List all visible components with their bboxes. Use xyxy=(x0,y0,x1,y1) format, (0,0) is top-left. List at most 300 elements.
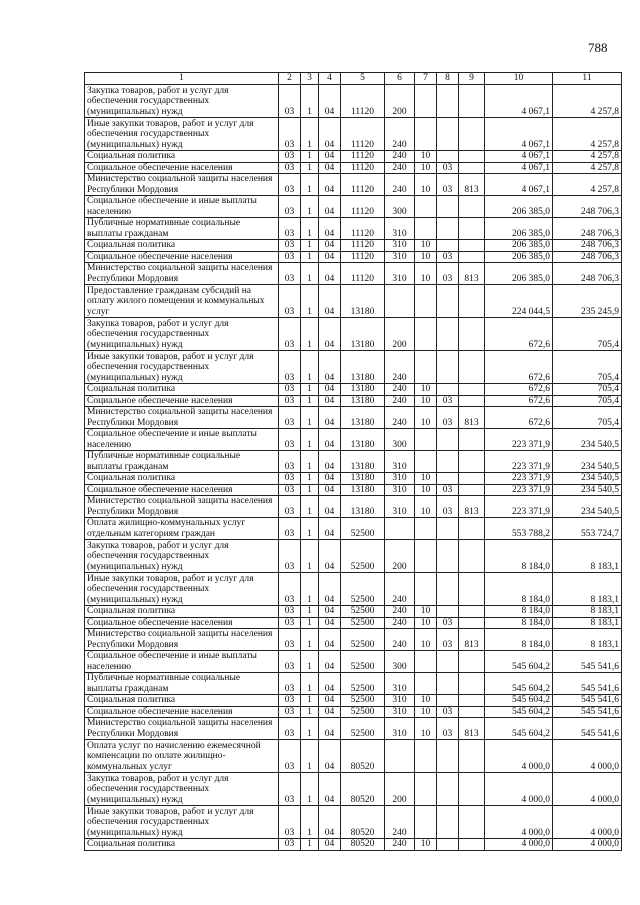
table-row xyxy=(85,806,622,839)
amount-cell: 4 257,8 xyxy=(553,162,622,174)
code-cell: 52500 xyxy=(341,606,385,618)
code-cell: 1 xyxy=(301,395,319,407)
code-cell: 11120 xyxy=(341,196,385,218)
code-cell: 04 xyxy=(319,384,341,396)
code-cell: 04 xyxy=(319,496,341,518)
code-cell xyxy=(459,695,485,707)
code-cell: 11120 xyxy=(341,151,385,163)
code-cell: 03 xyxy=(279,263,301,285)
row-name-cell: Социальное обеспечение населения xyxy=(85,162,279,174)
code-cell: 03 xyxy=(279,839,301,851)
amount-cell: 4 000,0 xyxy=(553,773,622,806)
amount-cell: 8 183,1 xyxy=(553,540,622,573)
row-name-cell: Закупка товаров, работ и услуг для обеспечения государственных (муниципальных) нужд xyxy=(85,540,279,573)
amount-cell: 206 385,0 xyxy=(485,263,553,285)
code-cell xyxy=(437,451,459,473)
amount-cell: 234 540,5 xyxy=(553,473,622,485)
row-name-cell: Министерство социальной защиты населения Республики Мордовия xyxy=(85,263,279,285)
amount-cell: 553 788,2 xyxy=(485,518,553,540)
row-name-cell: Социальная политика xyxy=(85,151,279,163)
amount-cell: 545 541,6 xyxy=(553,695,622,707)
code-cell: 03 xyxy=(279,429,301,451)
code-cell: 03 xyxy=(279,451,301,473)
code-cell: 04 xyxy=(319,573,341,606)
code-cell: 200 xyxy=(385,773,415,806)
code-cell: 13180 xyxy=(341,451,385,473)
code-cell: 04 xyxy=(319,118,341,151)
code-cell: 80520 xyxy=(341,806,385,839)
code-cell: 52500 xyxy=(341,573,385,606)
amount-cell: 8 184,0 xyxy=(485,540,553,573)
code-cell: 52500 xyxy=(341,540,385,573)
code-cell: 1 xyxy=(301,318,319,351)
code-cell: 11120 xyxy=(341,251,385,263)
code-cell: 03 xyxy=(279,740,301,773)
code-cell: 10 xyxy=(415,484,437,496)
code-cell: 03 xyxy=(279,718,301,740)
code-cell: 04 xyxy=(319,285,341,318)
code-cell: 04 xyxy=(319,407,341,429)
table-row xyxy=(85,718,622,740)
row-name-cell: Социальное обеспечение и иные выплаты населению xyxy=(85,429,279,451)
code-cell: 03 xyxy=(279,218,301,240)
amount-cell: 223 371,9 xyxy=(485,473,553,485)
code-cell: 04 xyxy=(319,451,341,473)
code-cell xyxy=(459,318,485,351)
code-cell: 1 xyxy=(301,285,319,318)
code-cell xyxy=(437,773,459,806)
code-cell: 04 xyxy=(319,240,341,252)
amount-cell: 553 724,7 xyxy=(553,518,622,540)
code-cell: 52500 xyxy=(341,706,385,718)
amount-cell: 206 385,0 xyxy=(485,196,553,218)
table-row xyxy=(85,740,622,773)
code-cell: 240 xyxy=(385,174,415,196)
row-name-cell: Министерство социальной защиты населения Республики Мордовия xyxy=(85,718,279,740)
amount-cell: 672,6 xyxy=(485,395,553,407)
code-cell: 04 xyxy=(319,196,341,218)
amount-cell: 545 604,2 xyxy=(485,673,553,695)
code-cell xyxy=(415,351,437,384)
code-cell: 11120 xyxy=(341,174,385,196)
code-cell: 13180 xyxy=(341,351,385,384)
row-name-cell: Социальное обеспечение и иные выплаты населению xyxy=(85,196,279,218)
code-cell: 13180 xyxy=(341,395,385,407)
amount-cell: 224 044,5 xyxy=(485,285,553,318)
code-cell: 1 xyxy=(301,651,319,673)
code-cell: 04 xyxy=(319,251,341,263)
code-cell: 1 xyxy=(301,496,319,518)
amount-cell: 8 184,0 xyxy=(485,629,553,651)
row-name-cell: Закупка товаров, работ и услуг для обеспечения государственных (муниципальных) нужд xyxy=(85,318,279,351)
code-cell: 03 xyxy=(279,151,301,163)
code-cell: 03 xyxy=(279,118,301,151)
code-cell xyxy=(385,740,415,773)
code-cell: 240 xyxy=(385,395,415,407)
code-cell: 310 xyxy=(385,695,415,707)
code-cell xyxy=(437,740,459,773)
code-cell xyxy=(459,839,485,851)
code-cell: 04 xyxy=(319,151,341,163)
code-cell xyxy=(459,540,485,573)
code-cell xyxy=(437,473,459,485)
code-cell: 310 xyxy=(385,451,415,473)
code-cell: 04 xyxy=(319,629,341,651)
code-cell xyxy=(437,196,459,218)
table-header-row xyxy=(85,73,622,85)
column-header-3: 3 xyxy=(301,73,319,85)
table-row xyxy=(85,318,622,351)
amount-cell: 248 706,3 xyxy=(553,196,622,218)
table-row xyxy=(85,473,622,485)
row-name-cell: Предоставление гражданам субсидий на оплату жилого помещения и коммунальных услуг xyxy=(85,285,279,318)
code-cell xyxy=(437,606,459,618)
table-row xyxy=(85,351,622,384)
code-cell: 03 xyxy=(279,395,301,407)
code-cell: 80520 xyxy=(341,773,385,806)
table-row xyxy=(85,240,622,252)
code-cell: 1 xyxy=(301,85,319,118)
amount-cell: 705,4 xyxy=(553,351,622,384)
code-cell: 1 xyxy=(301,251,319,263)
code-cell: 52500 xyxy=(341,617,385,629)
row-name-cell: Иные закупки товаров, работ и услуг для обеспечения государственных (муниципальных) нужд xyxy=(85,351,279,384)
code-cell: 813 xyxy=(459,174,485,196)
amount-cell: 234 540,5 xyxy=(553,429,622,451)
code-cell: 813 xyxy=(459,629,485,651)
code-cell: 813 xyxy=(459,263,485,285)
amount-cell: 4 067,1 xyxy=(485,118,553,151)
code-cell: 813 xyxy=(459,407,485,429)
code-cell: 52500 xyxy=(341,718,385,740)
code-cell: 1 xyxy=(301,806,319,839)
code-cell: 1 xyxy=(301,773,319,806)
code-cell: 03 xyxy=(279,617,301,629)
column-header-5: 5 xyxy=(341,73,385,85)
table-row xyxy=(85,629,622,651)
code-cell xyxy=(459,118,485,151)
code-cell: 03 xyxy=(279,706,301,718)
code-cell: 03 xyxy=(279,695,301,707)
code-cell: 310 xyxy=(385,251,415,263)
code-cell: 04 xyxy=(319,673,341,695)
code-cell xyxy=(437,351,459,384)
code-cell xyxy=(459,251,485,263)
code-cell xyxy=(459,473,485,485)
code-cell xyxy=(459,395,485,407)
code-cell xyxy=(437,673,459,695)
table-row xyxy=(85,484,622,496)
code-cell xyxy=(415,540,437,573)
table-row xyxy=(85,518,622,540)
code-cell: 03 xyxy=(279,806,301,839)
code-cell: 52500 xyxy=(341,695,385,707)
code-cell: 1 xyxy=(301,573,319,606)
amount-cell: 4 000,0 xyxy=(553,806,622,839)
code-cell: 1 xyxy=(301,706,319,718)
code-cell: 13180 xyxy=(341,429,385,451)
amount-cell: 672,6 xyxy=(485,407,553,429)
code-cell xyxy=(459,218,485,240)
code-cell xyxy=(459,606,485,618)
row-name-cell: Министерство социальной защиты населения Республики Мордовия xyxy=(85,629,279,651)
code-cell xyxy=(459,429,485,451)
code-cell xyxy=(459,673,485,695)
code-cell: 03 xyxy=(279,606,301,618)
code-cell xyxy=(459,706,485,718)
code-cell: 1 xyxy=(301,196,319,218)
code-cell xyxy=(415,573,437,606)
table-row xyxy=(85,606,622,618)
amount-cell: 223 371,9 xyxy=(485,429,553,451)
code-cell xyxy=(415,518,437,540)
code-cell: 240 xyxy=(385,629,415,651)
code-cell xyxy=(415,285,437,318)
code-cell xyxy=(415,429,437,451)
code-cell: 03 xyxy=(279,251,301,263)
code-cell xyxy=(437,151,459,163)
code-cell xyxy=(437,85,459,118)
code-cell xyxy=(459,484,485,496)
row-name-cell: Закупка товаров, работ и услуг для обеспечения государственных (муниципальных) нужд xyxy=(85,85,279,118)
code-cell: 03 xyxy=(279,629,301,651)
code-cell: 13180 xyxy=(341,407,385,429)
amount-cell: 545 541,6 xyxy=(553,706,622,718)
code-cell: 04 xyxy=(319,85,341,118)
code-cell xyxy=(459,85,485,118)
code-cell: 03 xyxy=(279,351,301,384)
table-row xyxy=(85,263,622,285)
code-cell: 10 xyxy=(415,174,437,196)
column-header-1: 1 xyxy=(85,73,279,85)
amount-cell: 545 604,2 xyxy=(485,651,553,673)
table-row xyxy=(85,395,622,407)
code-cell: 03 xyxy=(279,773,301,806)
code-cell xyxy=(437,429,459,451)
row-name-cell: Социальное обеспечение населения xyxy=(85,617,279,629)
code-cell: 03 xyxy=(279,651,301,673)
amount-cell: 223 371,9 xyxy=(485,496,553,518)
code-cell: 10 xyxy=(415,718,437,740)
code-cell: 1 xyxy=(301,118,319,151)
amount-cell: 705,4 xyxy=(553,384,622,396)
code-cell xyxy=(415,806,437,839)
code-cell xyxy=(437,240,459,252)
table-row xyxy=(85,285,622,318)
code-cell: 03 xyxy=(279,484,301,496)
row-name-cell: Министерство социальной защиты населения Республики Мордовия xyxy=(85,174,279,196)
row-name-cell: Социальная политика xyxy=(85,606,279,618)
code-cell: 04 xyxy=(319,839,341,851)
row-name-cell: Социальная политика xyxy=(85,240,279,252)
code-cell: 240 xyxy=(385,351,415,384)
amount-cell: 8 184,0 xyxy=(485,573,553,606)
table-row xyxy=(85,429,622,451)
code-cell: 200 xyxy=(385,540,415,573)
code-cell: 03 xyxy=(279,518,301,540)
code-cell: 52500 xyxy=(341,651,385,673)
code-cell: 300 xyxy=(385,429,415,451)
code-cell: 1 xyxy=(301,240,319,252)
code-cell: 52500 xyxy=(341,673,385,695)
amount-cell: 8 183,1 xyxy=(553,617,622,629)
code-cell: 1 xyxy=(301,407,319,429)
code-cell: 11120 xyxy=(341,218,385,240)
code-cell: 03 xyxy=(437,174,459,196)
table-row xyxy=(85,773,622,806)
code-cell xyxy=(459,162,485,174)
code-cell: 03 xyxy=(279,473,301,485)
code-cell xyxy=(437,518,459,540)
page-number: 788 xyxy=(588,40,608,55)
code-cell: 03 xyxy=(279,162,301,174)
code-cell: 240 xyxy=(385,839,415,851)
amount-cell: 4 000,0 xyxy=(485,839,553,851)
code-cell: 10 xyxy=(415,629,437,651)
code-cell xyxy=(459,740,485,773)
code-cell: 13180 xyxy=(341,496,385,518)
code-cell xyxy=(415,773,437,806)
code-cell xyxy=(437,573,459,606)
row-name-cell: Министерство социальной защиты населения Республики Мордовия xyxy=(85,407,279,429)
code-cell: 310 xyxy=(385,218,415,240)
code-cell: 240 xyxy=(385,617,415,629)
code-cell: 1 xyxy=(301,473,319,485)
code-cell xyxy=(459,384,485,396)
code-cell: 04 xyxy=(319,651,341,673)
amount-cell: 8 183,1 xyxy=(553,629,622,651)
code-cell xyxy=(437,651,459,673)
row-name-cell: Социальное обеспечение и иные выплаты населению xyxy=(85,651,279,673)
code-cell: 10 xyxy=(415,162,437,174)
code-cell: 1 xyxy=(301,839,319,851)
amount-cell: 4 000,0 xyxy=(485,773,553,806)
code-cell: 10 xyxy=(415,240,437,252)
row-name-cell: Иные закупки товаров, работ и услуг для обеспечения государственных (муниципальных) нужд xyxy=(85,806,279,839)
code-cell: 03 xyxy=(279,285,301,318)
amount-cell: 206 385,0 xyxy=(485,218,553,240)
amount-cell: 705,4 xyxy=(553,407,622,429)
amount-cell: 4 257,8 xyxy=(553,118,622,151)
amount-cell: 705,4 xyxy=(553,318,622,351)
amount-cell: 248 706,3 xyxy=(553,263,622,285)
code-cell: 310 xyxy=(385,673,415,695)
code-cell: 04 xyxy=(319,617,341,629)
code-cell: 11120 xyxy=(341,162,385,174)
table-row xyxy=(85,839,622,851)
code-cell xyxy=(459,518,485,540)
code-cell: 310 xyxy=(385,706,415,718)
code-cell: 10 xyxy=(415,706,437,718)
code-cell: 10 xyxy=(415,407,437,429)
code-cell: 240 xyxy=(385,118,415,151)
table-row xyxy=(85,407,622,429)
amount-cell: 8 183,1 xyxy=(553,573,622,606)
code-cell: 52500 xyxy=(341,629,385,651)
amount-cell: 234 540,5 xyxy=(553,484,622,496)
code-cell: 200 xyxy=(385,318,415,351)
table-row xyxy=(85,118,622,151)
code-cell: 03 xyxy=(279,540,301,573)
code-cell: 04 xyxy=(319,429,341,451)
row-name-cell: Социальное обеспечение населения xyxy=(85,484,279,496)
code-cell: 11120 xyxy=(341,240,385,252)
row-name-cell: Публичные нормативные социальные выплаты гражданам xyxy=(85,218,279,240)
code-cell: 240 xyxy=(385,151,415,163)
code-cell: 11120 xyxy=(341,263,385,285)
code-cell: 03 xyxy=(279,384,301,396)
amount-cell: 4 067,1 xyxy=(485,85,553,118)
code-cell: 11120 xyxy=(341,118,385,151)
table-row xyxy=(85,573,622,606)
code-cell: 310 xyxy=(385,473,415,485)
amount-cell: 234 540,5 xyxy=(553,451,622,473)
column-header-10: 10 xyxy=(485,73,553,85)
code-cell xyxy=(459,151,485,163)
code-cell xyxy=(415,218,437,240)
amount-cell: 206 385,0 xyxy=(485,251,553,263)
code-cell: 04 xyxy=(319,540,341,573)
code-cell: 240 xyxy=(385,573,415,606)
code-cell: 1 xyxy=(301,429,319,451)
code-cell: 03 xyxy=(437,496,459,518)
table-row xyxy=(85,174,622,196)
amount-cell: 206 385,0 xyxy=(485,240,553,252)
amount-cell: 248 706,3 xyxy=(553,218,622,240)
code-cell: 03 xyxy=(437,484,459,496)
amount-cell: 4 257,8 xyxy=(553,174,622,196)
code-cell xyxy=(459,240,485,252)
amount-cell: 8 183,1 xyxy=(553,606,622,618)
code-cell: 1 xyxy=(301,484,319,496)
code-cell: 13180 xyxy=(341,473,385,485)
amount-cell: 235 245,9 xyxy=(553,285,622,318)
code-cell: 04 xyxy=(319,218,341,240)
table-row xyxy=(85,251,622,263)
column-header-8: 8 xyxy=(437,73,459,85)
code-cell: 10 xyxy=(415,251,437,263)
amount-cell: 672,6 xyxy=(485,351,553,384)
code-cell xyxy=(459,285,485,318)
code-cell xyxy=(437,540,459,573)
column-header-9: 9 xyxy=(459,73,485,85)
code-cell: 04 xyxy=(319,718,341,740)
code-cell: 03 xyxy=(279,85,301,118)
code-cell: 1 xyxy=(301,518,319,540)
amount-cell: 545 604,2 xyxy=(485,695,553,707)
code-cell: 03 xyxy=(437,395,459,407)
code-cell: 1 xyxy=(301,617,319,629)
code-cell: 03 xyxy=(279,573,301,606)
code-cell: 1 xyxy=(301,263,319,285)
code-cell: 1 xyxy=(301,606,319,618)
code-cell: 240 xyxy=(385,384,415,396)
code-cell: 13180 xyxy=(341,484,385,496)
code-cell xyxy=(459,351,485,384)
code-cell xyxy=(415,118,437,151)
amount-cell: 248 706,3 xyxy=(553,240,622,252)
amount-cell: 545 541,6 xyxy=(553,651,622,673)
code-cell: 1 xyxy=(301,540,319,573)
table-row xyxy=(85,673,622,695)
code-cell: 04 xyxy=(319,162,341,174)
code-cell: 1 xyxy=(301,351,319,384)
table-row xyxy=(85,706,622,718)
code-cell xyxy=(385,518,415,540)
code-cell xyxy=(415,85,437,118)
row-name-cell: Иные закупки товаров, работ и услуг для обеспечения государственных (муниципальных) нужд xyxy=(85,573,279,606)
code-cell: 04 xyxy=(319,606,341,618)
